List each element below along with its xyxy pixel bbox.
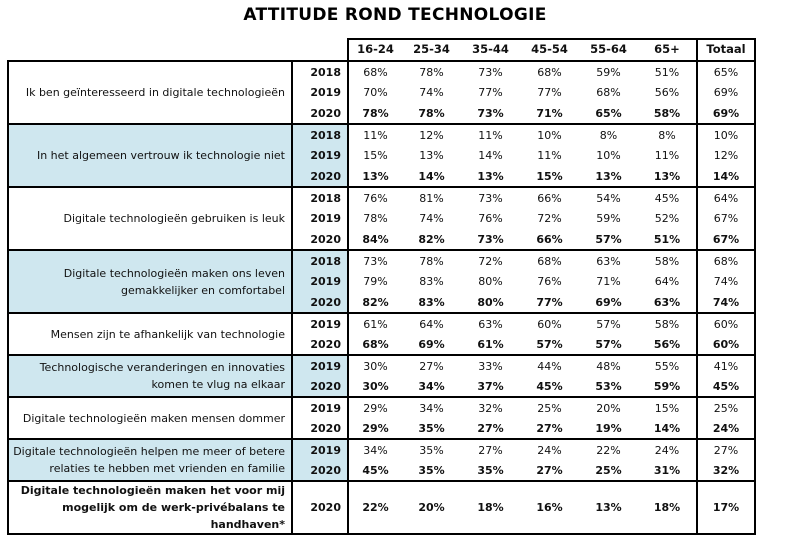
year-cell: 2019 — [310, 86, 341, 99]
year-cell: 2020 — [310, 337, 341, 351]
statement-label: In het algemeen vertrouw ik technologie niet — [8, 124, 292, 187]
value-cell: 83% — [402, 292, 461, 313]
total-cell: 69% — [697, 82, 755, 103]
value-cell: 58% — [653, 106, 681, 120]
value-cell: 68% — [520, 61, 579, 82]
value-cell: 57% — [595, 337, 622, 351]
value-cell: 15% — [638, 397, 697, 418]
value-cell: 74% — [419, 212, 444, 225]
value-cell: 73% — [348, 250, 402, 271]
value-cell: 24% — [520, 439, 579, 460]
value-cell: 59% — [596, 212, 621, 225]
value-cell: 80% — [461, 271, 520, 292]
value-cell: 66% — [536, 232, 563, 246]
value-cell: 61% — [348, 313, 402, 334]
value-cell: 73% — [461, 187, 520, 208]
value-cell: 78% — [348, 208, 402, 229]
value-cell: 76% — [348, 187, 402, 208]
value-cell: 82% — [418, 232, 445, 246]
value-cell: 18% — [461, 481, 520, 534]
total-cell: 12% — [697, 145, 755, 166]
value-cell: 32% — [461, 397, 520, 418]
attitude-table — [7, 38, 756, 535]
year-cell: 2020 — [292, 481, 348, 534]
value-cell: 79% — [348, 271, 402, 292]
table-row — [8, 355, 755, 376]
value-cell: 33% — [461, 355, 520, 376]
value-cell: 73% — [461, 61, 520, 82]
value-cell: 29% — [348, 397, 402, 418]
total-cell: 45% — [697, 376, 755, 397]
table-row — [8, 397, 755, 418]
value-cell: 72% — [461, 250, 520, 271]
value-cell: 77% — [520, 292, 579, 313]
total-cell: 41% — [697, 355, 755, 376]
header-age: 55-64 — [579, 39, 638, 61]
year-cell: 2018 — [292, 187, 348, 208]
value-cell: 45% — [638, 187, 697, 208]
value-cell: 70% — [348, 82, 402, 103]
value-cell: 10% — [579, 145, 638, 166]
value-cell: 35% — [418, 421, 445, 435]
value-cell: 45% — [520, 376, 579, 397]
value-cell: 20% — [402, 481, 461, 534]
header-row — [8, 39, 755, 61]
total-cell: 32% — [697, 460, 755, 481]
total-cell: 65% — [697, 61, 755, 82]
total-cell: 69% — [697, 103, 755, 124]
value-cell: 60% — [520, 313, 579, 334]
total-cell: 74% — [697, 292, 755, 313]
total-cell: 24% — [697, 418, 755, 439]
value-cell: 78% — [402, 250, 461, 271]
value-cell: 78% — [402, 61, 461, 82]
value-cell: 14% — [461, 145, 520, 166]
value-cell: 80% — [461, 292, 520, 313]
value-cell: 71% — [536, 106, 563, 120]
header-blank — [8, 39, 292, 61]
value-cell: 22% — [579, 439, 638, 460]
value-cell: 59% — [638, 376, 697, 397]
year-cell: 2018 — [292, 124, 348, 145]
value-cell: 15% — [520, 166, 579, 187]
total-cell: 17% — [697, 481, 755, 534]
year-cell: 2019 — [310, 212, 341, 225]
total-cell: 67% — [697, 208, 755, 229]
table-row — [8, 313, 755, 334]
page-title: ATTITUDE ROND TECHNOLOGIE — [243, 5, 547, 25]
value-cell: 34% — [348, 439, 402, 460]
table-row — [8, 481, 755, 534]
total-cell: 64% — [697, 187, 755, 208]
value-cell: 30% — [348, 355, 402, 376]
total-cell: 60% — [697, 334, 755, 355]
value-cell: 15% — [348, 145, 402, 166]
value-cell: 72% — [537, 212, 562, 225]
year-cell: 2020 — [292, 166, 348, 187]
header-age: 25-34 — [402, 39, 461, 61]
value-cell: 13% — [579, 481, 638, 534]
value-cell: 57% — [595, 232, 622, 246]
total-cell: 68% — [697, 250, 755, 271]
value-cell: 8% — [579, 124, 638, 145]
value-cell: 18% — [638, 481, 697, 534]
year-cell: 2020 — [292, 376, 348, 397]
year-cell: 2020 — [310, 106, 341, 120]
value-cell: 12% — [402, 124, 461, 145]
statement-label: Ik ben geïnteresseerd in digitale technologieën — [8, 61, 292, 124]
value-cell: 35% — [402, 439, 461, 460]
header-age: 16-24 — [348, 39, 402, 61]
year-cell: 2019 — [292, 313, 348, 334]
value-cell: 76% — [478, 212, 503, 225]
year-cell: 2020 — [292, 460, 348, 481]
value-cell: 65% — [595, 106, 622, 120]
value-cell: 35% — [402, 460, 461, 481]
value-cell: 64% — [402, 313, 461, 334]
year-cell: 2020 — [292, 292, 348, 313]
year-cell: 2019 — [292, 439, 348, 460]
value-cell: 27% — [477, 421, 504, 435]
year-cell: 2019 — [292, 145, 348, 166]
value-cell: 66% — [520, 187, 579, 208]
value-cell: 71% — [579, 271, 638, 292]
value-cell: 11% — [461, 124, 520, 145]
value-cell: 51% — [638, 61, 697, 82]
value-cell: 84% — [348, 229, 402, 250]
value-cell: 45% — [348, 460, 402, 481]
value-cell: 68% — [596, 86, 621, 99]
value-cell: 77% — [478, 86, 503, 99]
value-cell: 54% — [579, 187, 638, 208]
total-cell: 27% — [697, 439, 755, 460]
value-cell: 25% — [579, 460, 638, 481]
table-row — [8, 250, 755, 271]
value-cell: 10% — [520, 124, 579, 145]
value-cell: 58% — [638, 250, 697, 271]
value-cell: 69% — [579, 292, 638, 313]
value-cell: 13% — [638, 166, 697, 187]
total-cell: 10% — [697, 124, 755, 145]
value-cell: 56% — [654, 86, 680, 99]
value-cell: 57% — [579, 313, 638, 334]
value-cell: 58% — [638, 313, 697, 334]
value-cell: 25% — [520, 397, 579, 418]
value-cell: 13% — [348, 166, 402, 187]
statement-label: Digitale technologieën maken ons leven gemakkelijker en comfortabel — [8, 250, 292, 313]
value-cell: 78% — [418, 106, 445, 120]
value-cell: 34% — [402, 397, 461, 418]
value-cell: 37% — [461, 376, 520, 397]
value-cell: 16% — [520, 481, 579, 534]
value-cell: 73% — [477, 232, 504, 246]
total-cell: 74% — [697, 271, 755, 292]
value-cell: 69% — [418, 337, 445, 351]
header-age: 35-44 — [461, 39, 520, 61]
value-cell: 27% — [520, 460, 579, 481]
value-cell: 73% — [477, 106, 504, 120]
year-cell: 2018 — [292, 61, 348, 82]
statement-label: Digitale technologieën maken het voor mij mogelijk om de werk-privébalans te handhaven* — [8, 481, 292, 534]
total-cell: 60% — [697, 313, 755, 334]
value-cell: 29% — [348, 418, 402, 439]
value-cell: 63% — [638, 292, 697, 313]
value-cell: 63% — [461, 313, 520, 334]
value-cell: 53% — [579, 376, 638, 397]
value-cell: 68% — [520, 250, 579, 271]
value-cell: 13% — [461, 166, 520, 187]
statement-label: Mensen zijn te afhankelijk van technologie — [8, 313, 292, 355]
value-cell: 11% — [520, 145, 579, 166]
value-cell: 56% — [653, 337, 681, 351]
value-cell: 13% — [579, 166, 638, 187]
value-cell: 68% — [348, 61, 402, 82]
value-cell: 82% — [348, 292, 402, 313]
year-cell: 2020 — [310, 232, 341, 246]
statement-label: Digitale technologieën helpen me meer of betere relaties te hebben met vrienden en familie — [8, 439, 292, 481]
value-cell: 20% — [579, 397, 638, 418]
value-cell: 51% — [653, 232, 681, 246]
value-cell: 59% — [579, 61, 638, 82]
value-cell: 76% — [520, 271, 579, 292]
value-cell: 61% — [477, 337, 504, 351]
value-cell: 78% — [348, 103, 402, 124]
value-cell: 34% — [402, 376, 461, 397]
statement-label: Digitale technologieën maken mensen dommer — [8, 397, 292, 439]
value-cell: 8% — [638, 124, 697, 145]
value-cell: 68% — [348, 334, 402, 355]
value-cell: 81% — [402, 187, 461, 208]
value-cell: 24% — [638, 439, 697, 460]
value-cell: 64% — [638, 271, 697, 292]
value-cell: 74% — [419, 86, 444, 99]
total-cell: 25% — [697, 397, 755, 418]
value-cell: 30% — [348, 376, 402, 397]
year-cell: 2018 — [292, 250, 348, 271]
table-row — [8, 61, 755, 82]
value-cell: 11% — [348, 124, 402, 145]
statement-label: Technologische veranderingen en innovaties komen te vlug na elkaar — [8, 355, 292, 397]
value-cell: 19% — [595, 421, 622, 435]
statement-label: Digitale technologieën gebruiken is leuk — [8, 187, 292, 250]
value-cell: 48% — [579, 355, 638, 376]
value-cell: 27% — [536, 421, 563, 435]
value-cell: 13% — [402, 145, 461, 166]
year-cell: 2020 — [310, 421, 341, 435]
year-cell: 2019 — [292, 397, 348, 418]
year-cell: 2019 — [292, 271, 348, 292]
header-age: 65+ — [638, 39, 697, 61]
header-year-blank — [292, 39, 348, 61]
value-cell: 63% — [579, 250, 638, 271]
value-cell: 14% — [653, 421, 681, 435]
value-cell: 11% — [638, 145, 697, 166]
table-row — [8, 124, 755, 145]
header-age: 45-54 — [520, 39, 579, 61]
value-cell: 31% — [638, 460, 697, 481]
value-cell: 35% — [461, 460, 520, 481]
value-cell: 27% — [461, 439, 520, 460]
table-row — [8, 187, 755, 208]
value-cell: 55% — [638, 355, 697, 376]
header-total: Totaal — [697, 39, 755, 61]
value-cell: 83% — [402, 271, 461, 292]
value-cell: 44% — [520, 355, 579, 376]
total-cell: 14% — [697, 166, 755, 187]
value-cell: 27% — [402, 355, 461, 376]
year-cell: 2019 — [292, 355, 348, 376]
table-row — [8, 439, 755, 460]
value-cell: 57% — [536, 337, 563, 351]
value-cell: 77% — [537, 86, 562, 99]
value-cell: 22% — [348, 481, 402, 534]
total-cell: 67% — [697, 229, 755, 250]
value-cell: 14% — [402, 166, 461, 187]
value-cell: 52% — [654, 212, 680, 225]
